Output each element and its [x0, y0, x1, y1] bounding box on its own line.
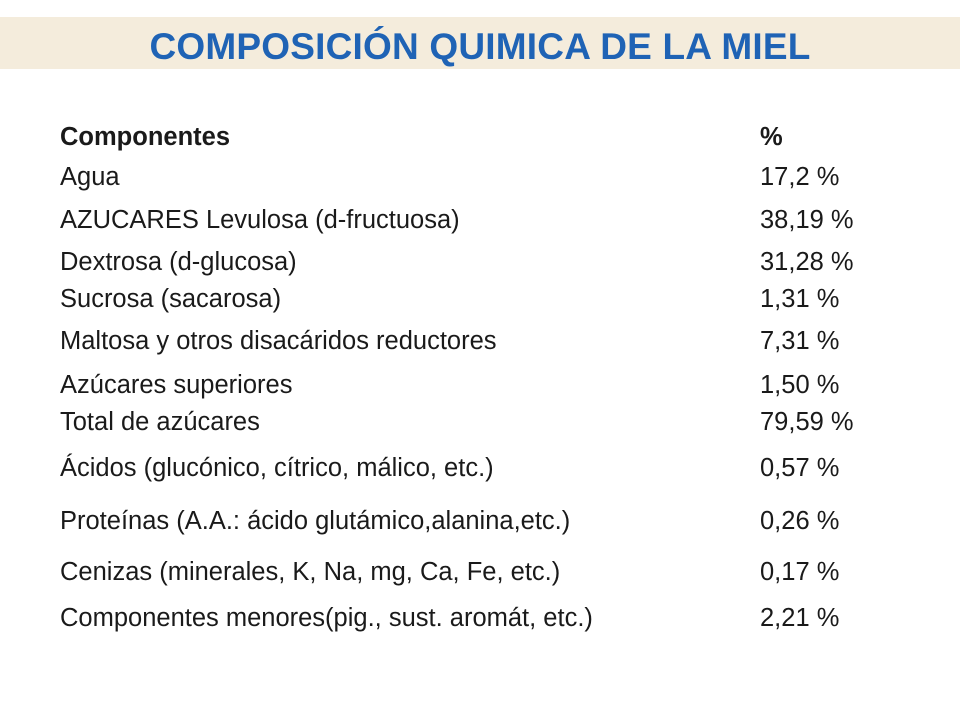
row-percent: 17,2 % [760, 163, 840, 191]
table-row [60, 160, 920, 194]
row-percent: 31,28 % [760, 248, 854, 276]
table-row [60, 451, 920, 485]
row-percent: 2,21 % [760, 604, 840, 632]
table-row [60, 405, 920, 439]
row-component: AZUCARES Levulosa (d-fructuosa) [60, 206, 460, 234]
row-percent: 1,31 % [760, 285, 840, 313]
row-percent: 0,57 % [760, 454, 840, 482]
row-percent: 0,17 % [760, 558, 840, 586]
row-percent: 38,19 % [760, 206, 854, 234]
page-title: COMPOSICIÓN QUIMICA DE LA MIEL [149, 26, 811, 67]
row-component: Agua [60, 163, 120, 191]
table-header [60, 120, 920, 154]
table-row [60, 203, 920, 237]
row-component: Componentes menores(pig., sust. aromát, etc.) [60, 604, 593, 632]
row-component: Azúcares superiores [60, 371, 293, 399]
row-component: Total de azúcares [60, 408, 260, 436]
table-row [60, 245, 920, 279]
row-component: Proteínas (A.A.: ácido glutámico,alanina,etc.) [60, 507, 571, 535]
row-component: Ácidos (glucónico, cítrico, málico, etc.) [60, 454, 494, 482]
header-component: Componentes [60, 123, 231, 151]
row-percent: 79,59 % [760, 408, 854, 436]
table-row [60, 368, 920, 402]
row-percent: 0,26 % [760, 507, 840, 535]
header-percent: % [760, 123, 783, 151]
table-row [60, 504, 920, 538]
table-row [60, 601, 920, 635]
row-component: Sucrosa (sacarosa) [60, 285, 282, 313]
row-component: Dextrosa (d-glucosa) [60, 248, 297, 276]
table-row [60, 282, 920, 316]
table-row [60, 324, 920, 358]
row-component: Cenizas (minerales, K, Na, mg, Ca, Fe, etc.) [60, 558, 561, 586]
row-component: Maltosa y otros disacáridos reductores [60, 327, 497, 355]
row-percent: 7,31 % [760, 327, 840, 355]
row-percent: 1,50 % [760, 371, 840, 399]
table-row [60, 555, 920, 589]
